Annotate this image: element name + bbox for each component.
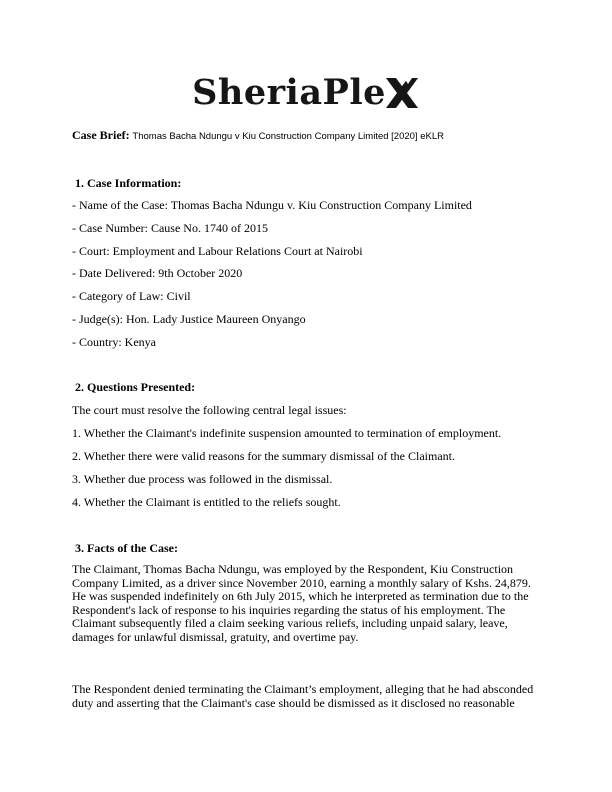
list-item: 1. Whether the Claimant's indefinite suspension amounted to termination of employment. [72,426,502,440]
paragraph-line: Company Limited, as a driver since November 2010, earning a monthly salary of Kshs. 24,879. [72,575,531,590]
list-item: 4. Whether the Claimant is entitled to the reliefs sought. [72,495,341,509]
list-item: - Case Number: Cause No. 1740 of 2015 [72,221,268,235]
section-heading-facts-of-the-case: 3. Facts of the Case: [75,541,178,555]
section-heading-case-information: 1. Case Information: [75,176,182,190]
case-brief-line [72,128,444,143]
list-item: - Country: Kenya [72,335,156,349]
paragraph-line: Respondent's lack of response to his inquiries regarding the status of his employment. The [72,602,506,617]
paragraph-line: duty and asserting that the Claimant's case should be dismissed as it disclosed no reasonable [72,695,515,710]
paragraph-line: damages for unlawful dismissal, gratuity, and overtime pay. [72,629,359,644]
list-item: - Name of the Case: Thomas Bacha Ndungu v. Kiu Construction Company Limited [72,198,472,212]
paragraph-line: The Respondent denied terminating the Claimant’s employment, alleging that he had absconded [72,682,534,696]
list-item: - Date Delivered: 9th October 2020 [72,266,243,280]
case-brief-title: Thomas Bacha Ndungu v Kiu Construction Company Limited [2020] eKLR [132,131,444,142]
list-item: - Category of Law: Civil [72,289,191,303]
paragraph-line: The Claimant, Thomas Bacha Ndungu, was employed by the Respondent, Kiu Construction [72,562,514,576]
facts-paragraph-2 [72,683,540,710]
section-intro: The court must resolve the following central legal issues: [72,403,347,417]
x-logo-mark-icon [384,76,420,110]
logo-wordmark: SheriaPle [192,72,386,113]
list-item: 3. Whether due process was followed in the dismissal. [72,472,333,486]
paragraph-line: Claimant subsequently filed a claim seeking various reliefs, including unpaid salary, leave, [72,616,508,631]
list-item: 2. Whether there were valid reasons for the summary dismissal of the Claimant. [72,449,456,463]
case-brief-label: Case Brief: [72,128,130,142]
list-item: - Court: Employment and Labour Relations Court at Nairobi [72,244,363,258]
facts-paragraph-1 [72,563,540,645]
paragraph-line: He was suspended indefinitely on 6th July 2015, which he interpreted as termination due to the [72,589,529,604]
sheriaplex-logo [0,72,612,113]
section-heading-questions-presented: 2. Questions Presented: [75,380,196,394]
list-item: - Judge(s): Hon. Lady Justice Maureen Onyango [72,312,306,326]
